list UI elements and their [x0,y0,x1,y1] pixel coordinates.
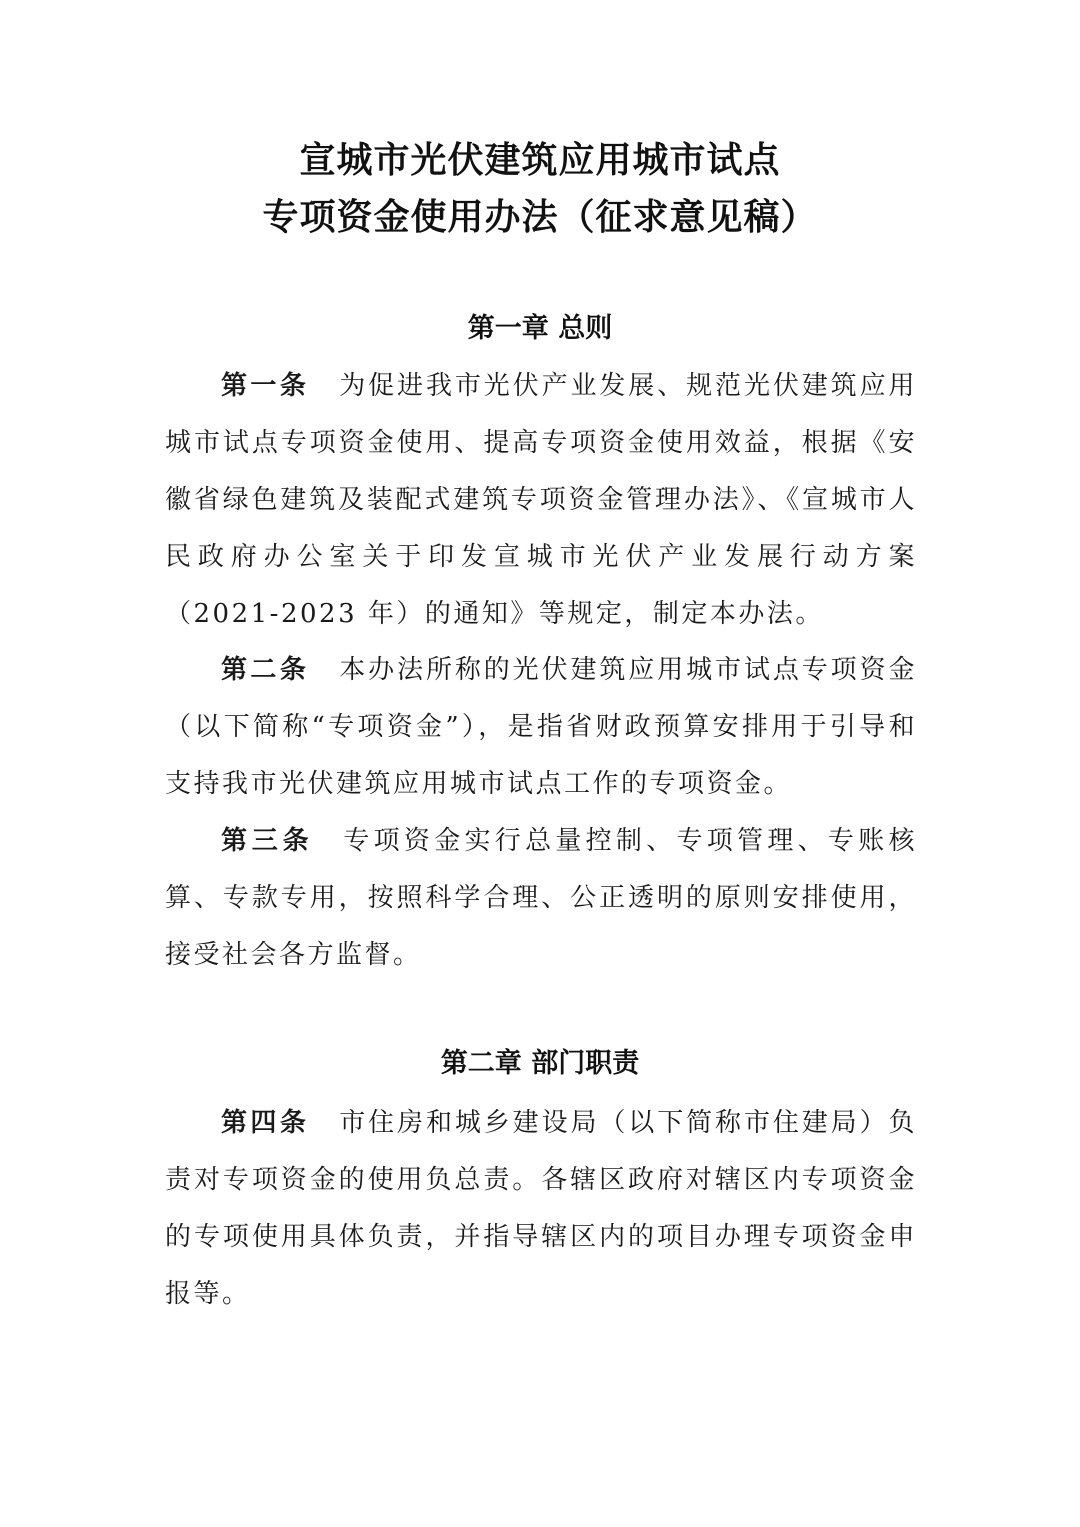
article-2-text: 本办法所称的光伏建筑应用城市试点专项资金（以下简称“专项资金”），是指省财政预算安排用于引导和支持我市光伏建筑应用城市试点工作的专项资金。 [165,655,917,799]
article-4-text: 市住房和城乡建设局（以下简称市住建局）负责对专项资金的使用负总责。各辖区政府对辖区内专项资金的专项使用具体负责，并指导辖区内的项目办理专项资金申报等。 [165,1108,917,1309]
chapter-1-heading: 第一章 总则 [467,313,613,344]
article-2-label: 第二条 [221,655,310,685]
article-3 [165,813,917,984]
article-1-text: 为促进我市光伏产业发展、规范光伏建筑应用城市试点专项资金使用、提高专项资金使用效益，根据《安徽省绿色建筑及装配式建筑专项资金管理办法》、《宣城市人民政府办公室关于印发宣城市光伏产业发展行动方案（2021-2023 年）的通知》等规定，制定本办法。 [165,371,917,629]
chapter-2-heading: 第二章 部门职责 [440,1048,640,1079]
article-3-label: 第三条 [221,826,314,856]
article-1 [165,358,917,643]
article-4-label: 第四条 [221,1108,310,1138]
article-3-text: 专项资金实行总量控制、专项管理、专账核算、专款专用，按照科学合理、公正透明的原则安排使用，接受社会各方监督。 [165,826,917,970]
document-title-line-1: 宣城市光伏建筑应用城市试点 [299,140,781,181]
article-1-label: 第一条 [221,371,310,401]
article-2 [165,642,917,813]
article-4 [165,1095,917,1323]
document-title-line-2: 专项资金使用办法（征求意见稿） [262,197,818,238]
